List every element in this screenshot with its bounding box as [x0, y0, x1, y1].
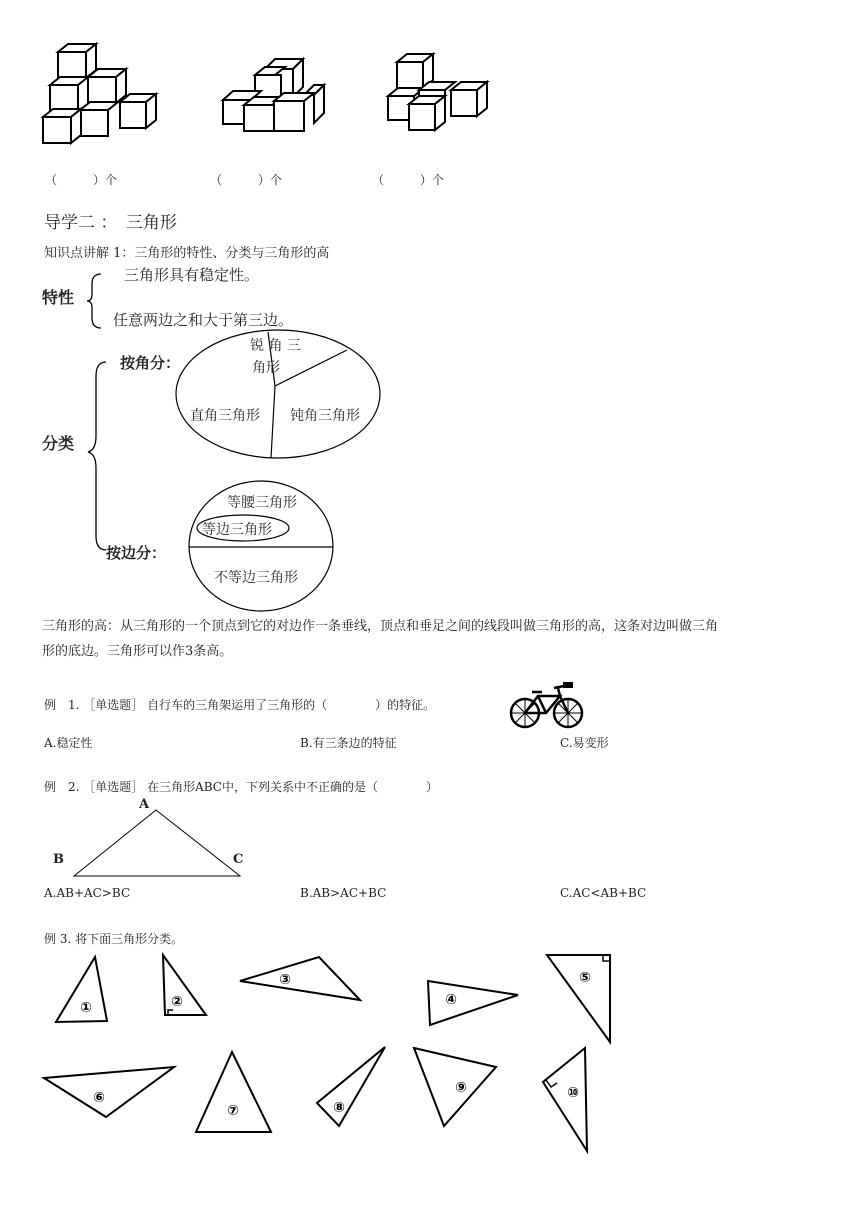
triangle-5 [547, 955, 610, 1042]
triangle-6 [44, 1067, 174, 1117]
knowledge-heading: 知识点讲解 1：三角形的特性、分类与三角形的高 [44, 246, 330, 261]
cube-figure-3 [385, 50, 495, 135]
triangle-2 [163, 955, 206, 1015]
triangle-label-9: ⑨ [455, 1080, 467, 1096]
acute-triangle-label-2: 角形 [252, 360, 280, 376]
triangle-8 [317, 1047, 385, 1126]
triangle-label-1: ① [80, 1000, 92, 1016]
triangle-label-7: ⑦ [227, 1103, 239, 1119]
example2-option-b[interactable]: B.AB>AC+BC [300, 886, 387, 900]
classify-label: 分类 [42, 434, 75, 453]
scalene-label: 不等边三角形 [214, 570, 298, 586]
by-side-label: 按边分： [106, 544, 167, 562]
triangle-3 [240, 957, 360, 1000]
triangles-to-classify [0, 945, 860, 1160]
example1-option-b[interactable]: B.有三条边的特征 [300, 736, 397, 750]
right-triangle-label: 直角三角形 [190, 408, 260, 424]
triangle-label-2: ② [171, 994, 183, 1010]
property-stability: 三角形具有稳定性。 [124, 266, 260, 284]
vertex-b-label: B [53, 852, 64, 867]
triangle-label-10: ⑩ [567, 1085, 579, 1101]
triangle-label-3: ③ [279, 972, 291, 988]
equilateral-label: 等边三角形 [202, 522, 272, 538]
isosceles-label: 等腰三角形 [227, 495, 297, 511]
triangle-abc [50, 796, 260, 888]
triangle-4 [428, 981, 518, 1025]
example2-question: 例 2. ［单选题］ 在三角形ABC中，下列关系中不正确的是（ ） [44, 780, 438, 794]
example1-option-a[interactable]: A.稳定性 [44, 736, 93, 750]
by-angle-label: 按角分： [120, 354, 181, 372]
property-label: 特性 [42, 288, 75, 307]
triangle-label-4: ④ [445, 992, 457, 1008]
height-definition-line1: 三角形的高：从三角形的一个顶点到它的对边作一条垂线，顶点和垂足之间的线段叫做三角形的高，这条对边叫做三角 [42, 619, 719, 634]
triangle-7 [196, 1052, 271, 1132]
triangle-10 [543, 1048, 587, 1151]
cube-count-blank-2[interactable]: （ ）个 [210, 173, 283, 187]
cube-count-blank-3[interactable]: （ ）个 [372, 173, 445, 187]
section-title: 导学二 ： 三角形 [44, 213, 177, 233]
example2-option-a[interactable]: A.AB+AC>BC [44, 886, 131, 900]
bicycle-icon [508, 680, 588, 732]
example2-option-c[interactable]: C.AC<AB+BC [560, 886, 647, 900]
height-definition-line2: 形的底边。三角形可以作3条高。 [42, 644, 233, 659]
property-brace [86, 272, 106, 330]
cube-figure-2 [220, 55, 335, 135]
triangle-label-6: ⑥ [93, 1090, 105, 1106]
cube-count-blank-1[interactable]: （ ）个 [45, 173, 118, 187]
acute-triangle-label-1: 锐 角 三 [250, 338, 301, 354]
classify-brace [86, 360, 110, 552]
example1-option-c[interactable]: C.易变形 [560, 736, 609, 750]
example3-question: 例 3. 将下面三角形分类。 [44, 932, 184, 946]
triangle-label-5: ⑤ [579, 970, 591, 986]
vertex-a-label: A [139, 797, 150, 812]
obtuse-triangle-label: 钝角三角形 [290, 408, 360, 424]
cube-figure-1 [40, 40, 165, 150]
example1-question: 例 1. ［单选题］ 自行车的三角架运用了三角形的（ ）的特征。 [44, 698, 436, 712]
triangle-label-8: ⑧ [333, 1100, 345, 1116]
property-side-rule: 任意两边之和大于第三边。 [113, 311, 294, 329]
vertex-c-label: C [233, 852, 244, 867]
